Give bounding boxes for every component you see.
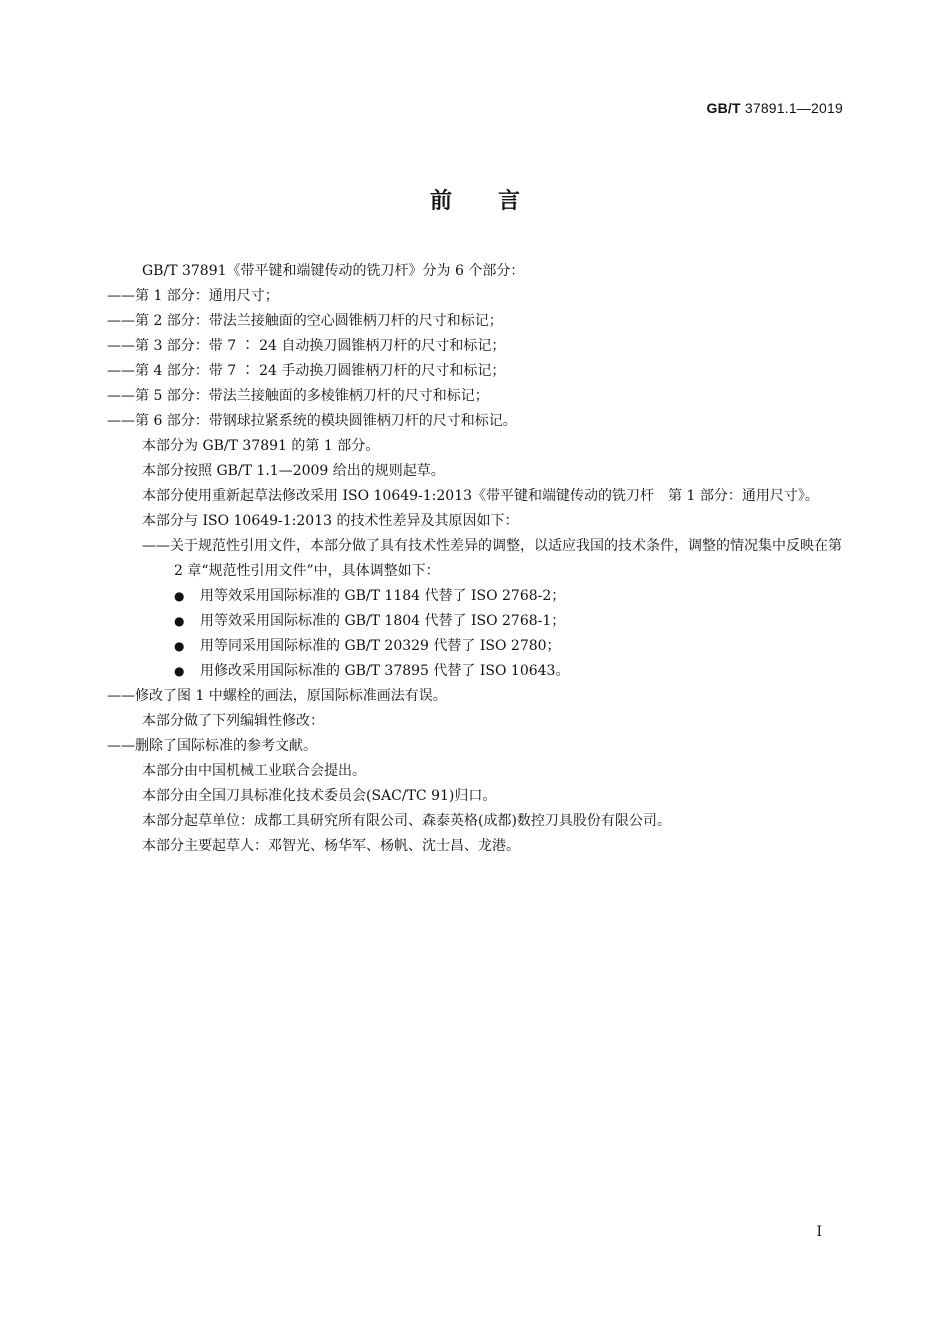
page-title: 前言 bbox=[429, 189, 566, 214]
paragraph-proposed: 本部分由中国机械工业联合会提出。 bbox=[142, 763, 366, 779]
paragraph-rules: 本部分按照 GB/T 1.1—2009 给出的规则起草。 bbox=[142, 463, 445, 479]
part-list-item: ——第 2 部分：带法兰接触面的空心圆锥柄刀杆的尺寸和标记； bbox=[107, 313, 503, 329]
bullet-icon: ● bbox=[174, 614, 185, 628]
paragraph-differences-intro: 本部分与 ISO 10649-1:2013 的技术性差异及其原因如下： bbox=[142, 513, 519, 529]
bullet-text: 用修改采用国际标准的 GB/T 37895 代替了 ISO 10643。 bbox=[200, 663, 570, 679]
bullet-item bbox=[107, 659, 843, 684]
bullet-item bbox=[107, 609, 843, 634]
bullet-icon: ● bbox=[174, 639, 185, 653]
difference-item-figure: ——修改了图 1 中螺栓的画法，原国际标准画法有误。 bbox=[107, 688, 447, 704]
part-list-item: ——第 4 部分：带 7 ∶ 24 手动换刀圆锥柄刀杆的尺寸和标记； bbox=[107, 363, 506, 379]
paragraph-adoption: 本部分使用重新起草法修改采用 ISO 10649-1:2013《带平键和端键传动的铣刀杆 第 1 部分：通用尺寸》。 bbox=[142, 488, 819, 504]
bullet-icon: ● bbox=[174, 664, 185, 678]
paragraph-managed: 本部分由全国刀具标准化技术委员会(SAC/TC 91)归口。 bbox=[142, 788, 497, 804]
bullet-item bbox=[107, 584, 843, 609]
bullet-text: 用等效采用国际标准的 GB/T 1804 代替了 ISO 2768-1； bbox=[200, 613, 566, 629]
standard-code: GB/T bbox=[706, 100, 741, 116]
paragraph-drafting-units: 本部分起草单位：成都工具研究所有限公司、森泰英格(成都)数控刀具股份有限公司。 bbox=[142, 813, 671, 829]
standard-number bbox=[707, 100, 844, 116]
standard-number-value: 37891.1—2019 bbox=[744, 100, 843, 116]
editorial-item: ——删除了国际标准的参考文献。 bbox=[107, 738, 317, 754]
paragraph-part-of: 本部分为 GB/T 37891 的第 1 部分。 bbox=[142, 438, 380, 454]
paragraph-drafters: 本部分主要起草人：邓智光、杨华军、杨帆、沈士昌、龙港。 bbox=[142, 838, 520, 854]
page-number: I bbox=[816, 1224, 822, 1240]
part-list-item: ——第 6 部分：带钢球拉紧系统的模块圆锥柄刀杆的尺寸和标记。 bbox=[107, 413, 517, 429]
paragraph-intro: GB/T 37891《带平键和端键传动的铣刀杆》分为 6 个部分： bbox=[142, 263, 525, 279]
bullet-icon: ● bbox=[174, 589, 185, 603]
part-list-item: ——第 1 部分：通用尺寸； bbox=[107, 288, 279, 304]
part-list-item: ——第 5 部分：带法兰接触面的多棱锥柄刀杆的尺寸和标记； bbox=[107, 388, 489, 404]
paragraph-editorial: 本部分做了下列编辑性修改： bbox=[142, 713, 324, 729]
part-list-item: ——第 3 部分：带 7 ∶ 24 自动换刀圆锥柄刀杆的尺寸和标记； bbox=[107, 338, 506, 354]
bullet-text: 用等同采用国际标准的 GB/T 20329 代替了 ISO 2780； bbox=[200, 638, 561, 654]
bullet-text: 用等效采用国际标准的 GB/T 1184 代替了 ISO 2768-2； bbox=[200, 588, 566, 604]
difference-item-references: ——关于规范性引用文件，本部分做了具有技术性差异的调整，以适应我国的技术条件，调整的情况集中反映在第 2 章“规范性引用文件”中，具体调整如下： bbox=[142, 538, 842, 579]
foreword-body bbox=[107, 259, 843, 859]
bullet-item bbox=[107, 634, 843, 659]
